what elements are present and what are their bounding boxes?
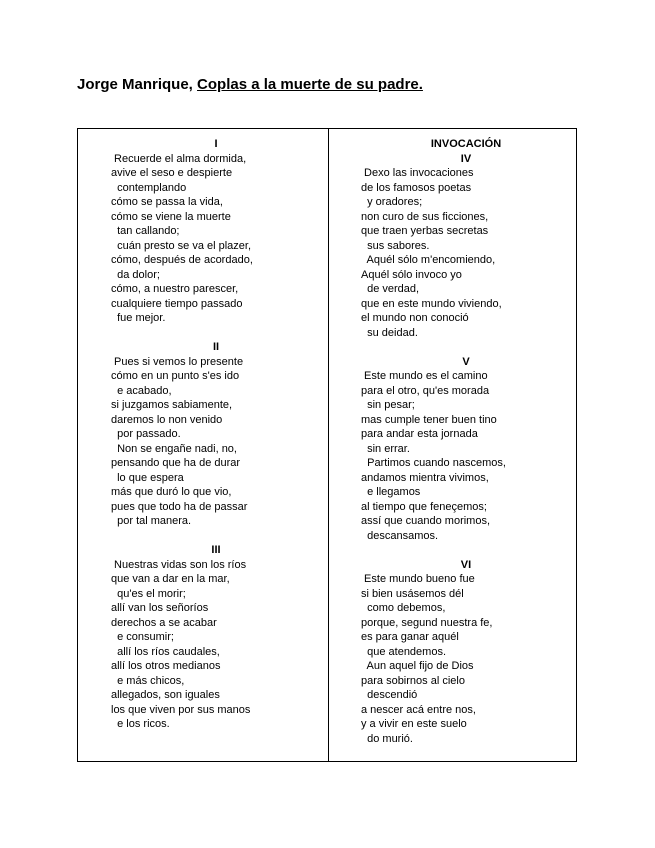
poem-title: Coplas a la muerte de su padre. xyxy=(197,76,423,93)
verse-line: cómo, después de acordado, xyxy=(111,254,253,266)
verse-line: sin errar. xyxy=(361,442,410,455)
verse-line: de verdad, xyxy=(361,283,420,295)
verse-line: para el otro, qu'es morada xyxy=(361,384,490,397)
verse-line: allí los otros medianos xyxy=(111,660,221,672)
verse-line: daremos lo non venido xyxy=(111,413,223,426)
verse-line: pensando que ha de durar xyxy=(111,457,241,469)
verse-line: para andar esta jornada xyxy=(361,428,478,440)
stanza-I xyxy=(111,137,321,326)
verse-line: su deidad. xyxy=(361,326,418,339)
verse-line: para sobirnos al cielo xyxy=(361,674,465,687)
verse-line: Aquél sólo invoco yo xyxy=(361,268,462,281)
verse-line: allí los ríos caudales, xyxy=(111,645,220,658)
verse-line: como debemos, xyxy=(361,602,446,614)
stanza-gap xyxy=(111,529,321,544)
verse-line: descansamos. xyxy=(361,529,439,542)
verse-line: da dolor; xyxy=(111,268,160,281)
verse-line: do murió. xyxy=(361,732,413,745)
verse-line: cómo, a nuestro parescer, xyxy=(111,283,239,295)
poem-table xyxy=(77,128,577,762)
verse-line: más que duró lo que vio, xyxy=(111,486,232,498)
verse-line: es para ganar aquél xyxy=(361,631,459,643)
stanza-number: II xyxy=(212,341,220,353)
verse-line: que atendemos. xyxy=(361,645,447,658)
stanza-gap xyxy=(361,340,571,355)
verse-line: el mundo non conoció xyxy=(361,312,469,324)
verse-line: cómo se passa la vida, xyxy=(111,196,223,208)
verse-line: Este mundo es el camino xyxy=(361,370,488,382)
verse-line: de los famosos poetas xyxy=(361,181,472,194)
verse-line: que en este mundo viviendo, xyxy=(361,297,502,310)
verse-line: Partimos cuando nascemos, xyxy=(361,457,506,469)
verse-line: al tiempo que feneçemos; xyxy=(361,500,487,513)
verse-line: e consumir; xyxy=(111,631,174,643)
stanza-II xyxy=(111,340,321,529)
verse-line: a nescer acá entre nos, xyxy=(361,703,476,716)
verse-line: lo que espera xyxy=(111,471,184,484)
verse-line: qu'es el morir; xyxy=(111,587,186,600)
verse-line: assí que cuando morimos, xyxy=(361,515,491,527)
stanza-IV xyxy=(361,152,571,341)
verse-line: cuán presto se va el plazer, xyxy=(111,239,252,252)
verse-line: tan callando; xyxy=(111,225,180,237)
verse-line: que van a dar en la mar, xyxy=(111,573,230,585)
verse-line: e llegamos xyxy=(361,486,421,498)
verse-line: descendió xyxy=(361,689,418,701)
verse-line: mas cumple tener buen tino xyxy=(361,413,497,426)
stanza-V xyxy=(361,355,571,544)
stanza-III xyxy=(111,543,321,732)
stanza-gap xyxy=(361,543,571,558)
stanza-number: IV xyxy=(460,152,472,165)
verse-line: si juzgamos sabiamente, xyxy=(111,399,233,411)
verse-line: Non se engañe nadi, no, xyxy=(111,442,237,455)
verse-line: por tal manera. xyxy=(111,515,192,527)
verse-line: Aun aquel fijo de Dios xyxy=(361,660,474,672)
column-divider xyxy=(328,129,329,761)
section-title: INVOCACIÓN xyxy=(430,138,502,150)
verse-line: que traen yerbas secretas xyxy=(361,225,489,237)
verse-line: porque, segund nuestra fe, xyxy=(361,616,493,629)
verse-line: cómo se viene la muerte xyxy=(111,210,231,223)
verse-line: contemplando xyxy=(111,181,187,194)
left-column xyxy=(111,137,321,732)
verse-line: Recuerde el alma dormida, xyxy=(111,152,247,165)
verse-line: Dexo las invocaciones xyxy=(361,167,474,179)
verse-line: si bien usásemos dél xyxy=(361,587,464,600)
verse-line: allí van los señoríos xyxy=(111,602,209,614)
verse-line: Pues si vemos lo presente xyxy=(111,355,244,368)
verse-line: cómo en un punto s'es ido xyxy=(111,370,240,382)
verse-line: avive el seso e despierte xyxy=(111,167,233,179)
verse-line: y oradores; xyxy=(361,196,423,208)
verse-line: e acabado, xyxy=(111,384,172,397)
verse-line: non curo de sus ficciones, xyxy=(361,210,489,223)
right-column xyxy=(361,137,571,746)
stanza-VI xyxy=(361,558,571,747)
stanza-gap xyxy=(111,326,321,341)
author-name: Jorge Manrique, xyxy=(77,76,193,93)
verse-line: por passado. xyxy=(111,428,181,440)
verse-line: derechos a se acabar xyxy=(111,616,217,629)
verse-line: Aquél sólo m'encomiendo, xyxy=(361,254,496,266)
verse-line: sin pesar; xyxy=(361,399,415,411)
stanza-number: III xyxy=(211,544,221,556)
verse-line: andamos mientra vivimos, xyxy=(361,471,489,484)
verse-line: e los ricos. xyxy=(111,718,170,730)
verse-line: Nuestras vidas son los ríos xyxy=(111,558,247,571)
verse-line: e más chicos, xyxy=(111,674,185,687)
verse-line: cualquiere tiempo passado xyxy=(111,297,243,310)
verse-line: y a vivir en este suelo xyxy=(361,718,467,730)
verse-line: fue mejor. xyxy=(111,312,166,324)
verse-line: pues que todo ha de passar xyxy=(111,500,248,513)
verse-line: allegados, son iguales xyxy=(111,689,220,701)
verse-line: los que viven por sus manos xyxy=(111,703,251,716)
document-heading xyxy=(77,76,423,93)
verse-line: Este mundo bueno fue xyxy=(361,573,475,585)
verse-line: sus sabores. xyxy=(361,239,430,252)
stanza-number: V xyxy=(462,355,470,368)
stanza-number: VI xyxy=(460,558,472,571)
stanza-number: I xyxy=(214,138,218,150)
